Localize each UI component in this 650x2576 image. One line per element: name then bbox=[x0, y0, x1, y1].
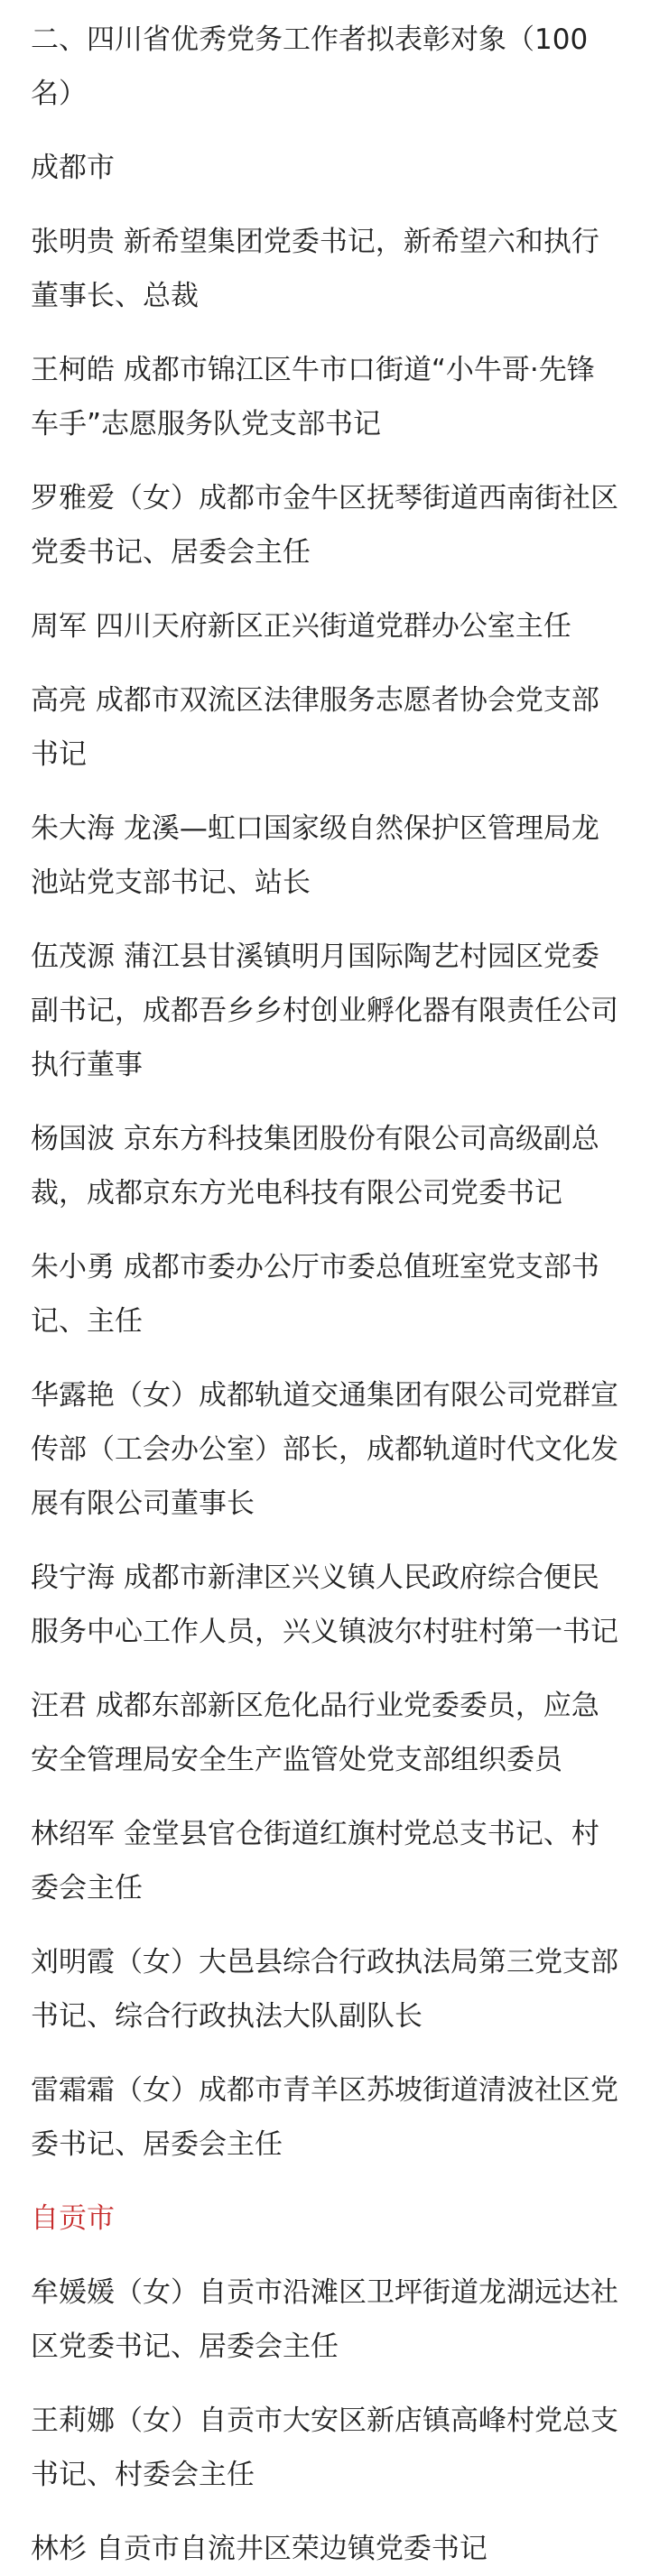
list-item: 周军 四川天府新区正兴街道党群办公室主任 bbox=[31, 610, 571, 643]
list-item: 汪君 成都东部新区危化品行业党委委员，应急安全管理局安全生产监管处党支部组织委员 bbox=[31, 1690, 599, 1776]
list-item: 牟媛媛（女）自贡市沿滩区卫坪街道龙湖远达社区党委书记、居委会主任 bbox=[31, 2276, 618, 2363]
list-item: 林杉 自贡市自流井区荣边镇党委书记 bbox=[31, 2533, 488, 2565]
list-item: 杨国波 京东方科技集团股份有限公司高级副总裁，成都京东方光电科技有限公司党委书记 bbox=[31, 1123, 599, 1209]
list-item: 华露艳（女）成都轨道交通集团有限公司党群宣传部（工会办公室）部长，成都轨道时代文化发展有限公司董事长 bbox=[31, 1379, 618, 1520]
list-item: 罗雅爱（女）成都市金牛区抚琴街道西南街社区党委书记、居委会主任 bbox=[31, 482, 618, 569]
list-item: 刘明霞（女）大邑县综合行政执法局第三党支部书记、综合行政执法大队副队长 bbox=[31, 1946, 618, 2033]
city-heading-chengdu: 成都市 bbox=[31, 152, 115, 184]
city-heading-zigong: 自贡市 bbox=[31, 2202, 115, 2235]
list-item: 段宁海 成都市新津区兴义镇人民政府综合便民服务中心工作人员，兴义镇波尔村驻村第一书记 bbox=[31, 1561, 618, 1648]
list-item: 王莉娜（女）自贡市大安区新店镇高峰村党总支书记、村委会主任 bbox=[31, 2405, 618, 2491]
list-item: 朱大海 龙溪—虹口国家级自然保护区管理局龙池站党支部书记、站长 bbox=[31, 812, 599, 899]
list-item: 林绍军 金堂县官仓街道红旗村党总支书记、村委会主任 bbox=[31, 1818, 599, 1904]
list-item: 张明贵 新希望集团党委书记，新希望六和执行董事长、总裁 bbox=[31, 226, 599, 312]
list-item: 雷霜霜（女）成都市青羊区苏坡街道清波社区党委书记、居委会主任 bbox=[31, 2074, 618, 2161]
section-heading: 二、四川省优秀党务工作者拟表彰对象（100名） bbox=[31, 23, 589, 110]
list-item: 王柯皓 成都市锦江区牛市口街道“小牛哥·先锋车手”志愿服务队党支部书记 bbox=[31, 354, 595, 440]
list-item: 伍茂源 蒲江县甘溪镇明月国际陶艺村园区党委副书记，成都吾乡乡村创业孵化器有限责任公司执行董事 bbox=[31, 941, 618, 1081]
list-item: 朱小勇 成都市委办公厅市委总值班室党支部书记、主任 bbox=[31, 1251, 599, 1338]
list-item: 高亮 成都市双流区法律服务志愿者协会党支部书记 bbox=[31, 684, 599, 771]
